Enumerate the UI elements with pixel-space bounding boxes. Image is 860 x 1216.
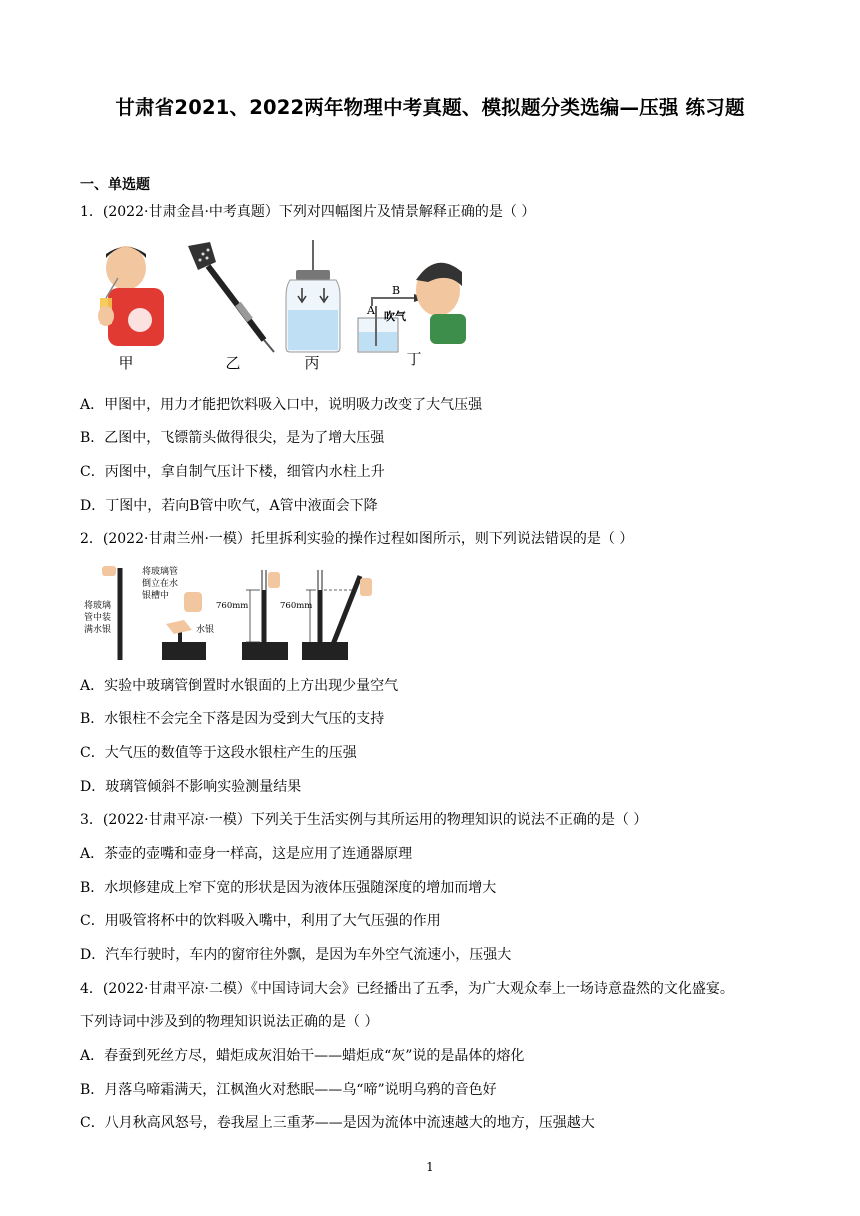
question-1-option-b: B．乙图中，飞镖箭头做得很尖，是为了增大压强 xyxy=(80,430,385,446)
question-1-option-c: C．丙图中，拿自制气压计下楼，细管内水柱上升 xyxy=(80,464,385,480)
question-3-option-a: A．茶壶的壶嘴和壶身一样高，这是应用了连通器原理 xyxy=(80,846,413,862)
section-heading: 一、单选题 xyxy=(80,177,150,193)
question-2-stem: 2．(2022·甘肃兰州·一模）托里拆利实验的操作过程如图所示，则下列说法错误的是（ ） xyxy=(80,531,634,547)
document-title: 甘肃省2021、2022两年物理中考真题、模拟题分类选编—压强 练习题 xyxy=(115,96,745,119)
height-label-2: 760mm xyxy=(280,601,313,611)
step2-text-line3: 银槽中 xyxy=(142,591,170,601)
question-2-option-b: B．水银柱不会完全下落是因为受到大气压的支持 xyxy=(80,711,385,727)
figure-text-b: B xyxy=(392,284,401,297)
question-1-option-a: A．甲图中，用力才能把饮料吸入口中，说明吸力改变了大气压强 xyxy=(80,397,483,413)
step2-text-line2: 倒立在水 xyxy=(142,579,179,589)
question-4-option-b: B．月落乌啼霜满天，江枫渔火对愁眠——乌“啼”说明乌鸦的音色好 xyxy=(80,1082,497,1098)
dart-image xyxy=(188,242,274,352)
figure-text-a: A xyxy=(367,304,375,317)
question-1-figure xyxy=(88,236,478,376)
step1-text-line1: 将玻璃 xyxy=(84,601,112,611)
question-1-stem: 1．(2022·甘肃金昌·中考真题）下列对四幅图片及情景解释正确的是（ ） xyxy=(80,204,536,220)
question-3-option-d: D．汽车行驶时，车内的窗帘往外飘，是因为车外空气流速小，压强大 xyxy=(80,947,512,963)
boy-drinking-image xyxy=(98,246,164,346)
question-3-option-b: B．水坝修建成上窄下宽的形状是因为液体压强随深度的增加而增大 xyxy=(80,880,497,896)
question-3-option-c: C．用吸管将杯中的饮料吸入嘴中，利用了大气压强的作用 xyxy=(80,913,441,929)
step2-text-line1: 将玻璃管 xyxy=(142,567,179,577)
question-2-option-a: A．实验中玻璃管倒置时水银面的上方出现少量空气 xyxy=(80,678,399,694)
torricelli-step-4-image xyxy=(302,570,372,660)
height-label-1: 760mm xyxy=(216,601,249,611)
step1-text-line2: 管中装 xyxy=(84,613,112,623)
figure-label-yi: 乙 xyxy=(225,354,241,372)
figure-label-jia: 甲 xyxy=(118,354,134,372)
question-2-option-d: D．玻璃管倾斜不影响实验测量结果 xyxy=(80,779,302,795)
figure-label-bing: 丙 xyxy=(304,354,320,372)
barometer-bottle-image xyxy=(286,240,340,352)
figure-label-ding: 丁 xyxy=(406,350,422,368)
page-number: 1 xyxy=(426,1160,434,1174)
step1-text-line3: 满水银 xyxy=(84,625,112,635)
mercury-label: 水银 xyxy=(196,625,215,635)
torricelli-step-3-image xyxy=(242,570,288,660)
question-4-option-a: A．春蚕到死丝方尽，蜡炬成灰泪始干——蜡炬成“灰”说的是晶体的熔化 xyxy=(80,1048,525,1064)
question-2-option-c: C．大气压的数值等于这段水银柱产生的压强 xyxy=(80,745,357,761)
figure-text-blow: 吹气 xyxy=(384,310,406,323)
question-4-stem: 4．(2022·甘肃平凉·二模）《中国诗词大会》已经播出了五季，为广大观众奉上一场诗意盎然的文化盛宴。 xyxy=(80,981,734,997)
question-1-option-d: D．丁图中，若向B管中吹气，A管中液面会下降 xyxy=(80,498,378,514)
question-2-figure xyxy=(84,562,374,666)
question-4-stem-continued: 下列诗词中涉及到的物理知识说法正确的是（ ） xyxy=(80,1014,379,1030)
question-4-option-c: C．八月秋高风怒号，卷我屋上三重茅——是因为流体中流速越大的地方，压强越大 xyxy=(80,1115,595,1131)
question-3-stem: 3．(2022·甘肃平凉·一模）下列关于生活实例与其所运用的物理知识的说法不正确的是（ ） xyxy=(80,812,648,828)
